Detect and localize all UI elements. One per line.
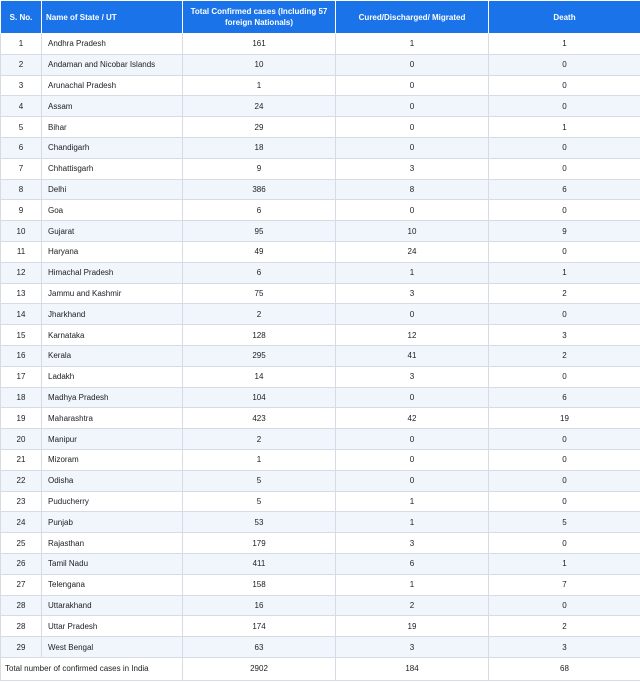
cell-confirmed: 16 bbox=[183, 595, 336, 616]
total-label: Total number of confirmed cases in India bbox=[1, 657, 183, 680]
cell-cured: 42 bbox=[336, 408, 489, 429]
cell-cured: 1 bbox=[336, 491, 489, 512]
cell-cured: 0 bbox=[336, 449, 489, 470]
cell-confirmed: 1 bbox=[183, 449, 336, 470]
cell-cured: 1 bbox=[336, 574, 489, 595]
cell-state-name: Jammu and Kashmir bbox=[42, 283, 183, 304]
cell-death: 6 bbox=[489, 387, 640, 408]
cell-state-name: Bihar bbox=[42, 117, 183, 138]
cell-confirmed: 295 bbox=[183, 345, 336, 366]
cell-state-name: West Bengal bbox=[42, 637, 183, 658]
cell-confirmed: 174 bbox=[183, 616, 336, 637]
table-row bbox=[1, 34, 640, 55]
cell-state-name: Uttar Pradesh bbox=[42, 616, 183, 637]
table-row bbox=[1, 616, 640, 637]
cell-serial-number: 15 bbox=[1, 325, 42, 346]
cell-serial-number: 6 bbox=[1, 137, 42, 158]
cell-death: 0 bbox=[489, 75, 640, 96]
cell-serial-number: 10 bbox=[1, 221, 42, 242]
cell-state-name: Andhra Pradesh bbox=[42, 34, 183, 55]
cell-serial-number: 21 bbox=[1, 449, 42, 470]
cell-cured: 19 bbox=[336, 616, 489, 637]
cell-cured: 3 bbox=[336, 283, 489, 304]
cell-state-name: Karnataka bbox=[42, 325, 183, 346]
table-row bbox=[1, 325, 640, 346]
cell-confirmed: 18 bbox=[183, 137, 336, 158]
cell-death: 7 bbox=[489, 574, 640, 595]
cell-confirmed: 95 bbox=[183, 221, 336, 242]
table-row bbox=[1, 54, 640, 75]
cell-cured: 1 bbox=[336, 262, 489, 283]
cell-death: 0 bbox=[489, 200, 640, 221]
cell-state-name: Odisha bbox=[42, 470, 183, 491]
cell-death: 0 bbox=[489, 449, 640, 470]
cell-serial-number: 22 bbox=[1, 470, 42, 491]
cell-death: 0 bbox=[489, 137, 640, 158]
table-row bbox=[1, 262, 640, 283]
cell-state-name: Gujarat bbox=[42, 221, 183, 242]
cell-cured: 3 bbox=[336, 158, 489, 179]
cell-cured: 24 bbox=[336, 241, 489, 262]
cell-cured: 0 bbox=[336, 54, 489, 75]
table-row bbox=[1, 200, 640, 221]
cell-confirmed: 6 bbox=[183, 200, 336, 221]
cell-cured: 41 bbox=[336, 345, 489, 366]
table-header-row bbox=[1, 1, 640, 34]
cell-cured: 1 bbox=[336, 34, 489, 55]
cell-serial-number: 25 bbox=[1, 533, 42, 554]
cell-state-name: Puducherry bbox=[42, 491, 183, 512]
total-death: 68 bbox=[489, 657, 640, 680]
cell-state-name: Kerala bbox=[42, 345, 183, 366]
total-confirmed: 2902 bbox=[183, 657, 336, 680]
cell-state-name: Tamil Nadu bbox=[42, 553, 183, 574]
cell-serial-number: 28 bbox=[1, 595, 42, 616]
header-death: Death bbox=[489, 1, 640, 34]
table-row bbox=[1, 117, 640, 138]
cell-serial-number: 26 bbox=[1, 553, 42, 574]
table-row bbox=[1, 179, 640, 200]
cell-death: 1 bbox=[489, 262, 640, 283]
cell-serial-number: 27 bbox=[1, 574, 42, 595]
cell-serial-number: 24 bbox=[1, 512, 42, 533]
cell-death: 1 bbox=[489, 34, 640, 55]
cell-confirmed: 5 bbox=[183, 491, 336, 512]
table-row bbox=[1, 574, 640, 595]
table-row bbox=[1, 408, 640, 429]
cell-death: 0 bbox=[489, 304, 640, 325]
header-serial-number: S. No. bbox=[1, 1, 42, 34]
cell-serial-number: 16 bbox=[1, 345, 42, 366]
cell-cured: 10 bbox=[336, 221, 489, 242]
cell-serial-number: 20 bbox=[1, 429, 42, 450]
cell-serial-number: 28 bbox=[1, 616, 42, 637]
cell-death: 2 bbox=[489, 345, 640, 366]
header-confirmed-cases: Total Confirmed cases (Including 57 foreign Nationals) bbox=[183, 1, 336, 34]
cell-cured: 3 bbox=[336, 637, 489, 658]
cell-confirmed: 128 bbox=[183, 325, 336, 346]
cell-state-name: Uttarakhand bbox=[42, 595, 183, 616]
cell-state-name: Mizoram bbox=[42, 449, 183, 470]
cell-confirmed: 29 bbox=[183, 117, 336, 138]
cell-death: 6 bbox=[489, 179, 640, 200]
table-row bbox=[1, 366, 640, 387]
cell-cured: 0 bbox=[336, 200, 489, 221]
cell-death: 9 bbox=[489, 221, 640, 242]
cell-confirmed: 9 bbox=[183, 158, 336, 179]
cell-death: 0 bbox=[489, 491, 640, 512]
table-row bbox=[1, 637, 640, 658]
cell-serial-number: 5 bbox=[1, 117, 42, 138]
cell-serial-number: 3 bbox=[1, 75, 42, 96]
cell-state-name: Chandigarh bbox=[42, 137, 183, 158]
cell-confirmed: 75 bbox=[183, 283, 336, 304]
cell-death: 2 bbox=[489, 283, 640, 304]
cell-state-name: Andaman and Nicobar Islands bbox=[42, 54, 183, 75]
cell-death: 3 bbox=[489, 325, 640, 346]
cell-state-name: Assam bbox=[42, 96, 183, 117]
cell-death: 5 bbox=[489, 512, 640, 533]
cell-confirmed: 10 bbox=[183, 54, 336, 75]
table-row bbox=[1, 158, 640, 179]
header-state-name: Name of State / UT bbox=[42, 1, 183, 34]
cell-death: 0 bbox=[489, 96, 640, 117]
cell-state-name: Goa bbox=[42, 200, 183, 221]
cell-cured: 1 bbox=[336, 512, 489, 533]
cell-death: 0 bbox=[489, 241, 640, 262]
cell-confirmed: 179 bbox=[183, 533, 336, 554]
cell-cured: 3 bbox=[336, 366, 489, 387]
table-row bbox=[1, 595, 640, 616]
table-row bbox=[1, 283, 640, 304]
cell-state-name: Himachal Pradesh bbox=[42, 262, 183, 283]
table-row bbox=[1, 512, 640, 533]
cell-confirmed: 6 bbox=[183, 262, 336, 283]
cell-death: 0 bbox=[489, 429, 640, 450]
table-row bbox=[1, 449, 640, 470]
cell-state-name: Arunachal Pradesh bbox=[42, 75, 183, 96]
cell-cured: 0 bbox=[336, 304, 489, 325]
cell-serial-number: 7 bbox=[1, 158, 42, 179]
cell-death: 0 bbox=[489, 595, 640, 616]
cell-confirmed: 49 bbox=[183, 241, 336, 262]
table-row bbox=[1, 221, 640, 242]
cell-death: 0 bbox=[489, 158, 640, 179]
cell-cured: 0 bbox=[336, 117, 489, 138]
table-row bbox=[1, 491, 640, 512]
cell-state-name: Punjab bbox=[42, 512, 183, 533]
cell-serial-number: 12 bbox=[1, 262, 42, 283]
cell-death: 19 bbox=[489, 408, 640, 429]
cell-confirmed: 411 bbox=[183, 553, 336, 574]
cell-confirmed: 53 bbox=[183, 512, 336, 533]
table-body bbox=[1, 34, 640, 658]
cell-confirmed: 63 bbox=[183, 637, 336, 658]
cell-cured: 12 bbox=[336, 325, 489, 346]
cell-state-name: Ladakh bbox=[42, 366, 183, 387]
cell-death: 3 bbox=[489, 637, 640, 658]
cell-serial-number: 2 bbox=[1, 54, 42, 75]
cell-confirmed: 158 bbox=[183, 574, 336, 595]
table-row bbox=[1, 75, 640, 96]
table-row bbox=[1, 241, 640, 262]
cell-serial-number: 14 bbox=[1, 304, 42, 325]
cell-serial-number: 1 bbox=[1, 34, 42, 55]
cell-state-name: Maharashtra bbox=[42, 408, 183, 429]
cell-confirmed: 386 bbox=[183, 179, 336, 200]
cell-serial-number: 17 bbox=[1, 366, 42, 387]
cell-cured: 0 bbox=[336, 137, 489, 158]
cell-serial-number: 29 bbox=[1, 637, 42, 658]
cell-state-name: Jharkhand bbox=[42, 304, 183, 325]
cell-death: 0 bbox=[489, 54, 640, 75]
cell-death: 0 bbox=[489, 470, 640, 491]
total-cured: 184 bbox=[336, 657, 489, 680]
cell-confirmed: 5 bbox=[183, 470, 336, 491]
table-row bbox=[1, 429, 640, 450]
cell-state-name: Delhi bbox=[42, 179, 183, 200]
cell-serial-number: 13 bbox=[1, 283, 42, 304]
cell-cured: 6 bbox=[336, 553, 489, 574]
cell-death: 1 bbox=[489, 553, 640, 574]
cell-cured: 8 bbox=[336, 179, 489, 200]
table-row bbox=[1, 553, 640, 574]
cell-state-name: Madhya Pradesh bbox=[42, 387, 183, 408]
cell-cured: 2 bbox=[336, 595, 489, 616]
cell-state-name: Chhattisgarh bbox=[42, 158, 183, 179]
cell-serial-number: 11 bbox=[1, 241, 42, 262]
cell-confirmed: 2 bbox=[183, 429, 336, 450]
cell-serial-number: 23 bbox=[1, 491, 42, 512]
cell-state-name: Telengana bbox=[42, 574, 183, 595]
table-row bbox=[1, 345, 640, 366]
cell-cured: 0 bbox=[336, 429, 489, 450]
cell-death: 1 bbox=[489, 117, 640, 138]
cell-death: 2 bbox=[489, 616, 640, 637]
cell-cured: 0 bbox=[336, 75, 489, 96]
header-cured: Cured/Discharged/ Migrated bbox=[336, 1, 489, 34]
cell-serial-number: 8 bbox=[1, 179, 42, 200]
cell-serial-number: 4 bbox=[1, 96, 42, 117]
cell-cured: 0 bbox=[336, 470, 489, 491]
table-row bbox=[1, 96, 640, 117]
cell-state-name: Haryana bbox=[42, 241, 183, 262]
cell-cured: 0 bbox=[336, 96, 489, 117]
cell-cured: 3 bbox=[336, 533, 489, 554]
table-row bbox=[1, 470, 640, 491]
cell-state-name: Rajasthan bbox=[42, 533, 183, 554]
cell-serial-number: 9 bbox=[1, 200, 42, 221]
cell-confirmed: 161 bbox=[183, 34, 336, 55]
table-row bbox=[1, 387, 640, 408]
cell-state-name: Manipur bbox=[42, 429, 183, 450]
table-row bbox=[1, 533, 640, 554]
cell-confirmed: 423 bbox=[183, 408, 336, 429]
cell-confirmed: 104 bbox=[183, 387, 336, 408]
cell-confirmed: 2 bbox=[183, 304, 336, 325]
cell-cured: 0 bbox=[336, 387, 489, 408]
cell-confirmed: 14 bbox=[183, 366, 336, 387]
total-row bbox=[1, 657, 640, 680]
cell-serial-number: 18 bbox=[1, 387, 42, 408]
cell-death: 0 bbox=[489, 533, 640, 554]
cell-confirmed: 24 bbox=[183, 96, 336, 117]
cell-death: 0 bbox=[489, 366, 640, 387]
table-row bbox=[1, 304, 640, 325]
cell-confirmed: 1 bbox=[183, 75, 336, 96]
table-row bbox=[1, 137, 640, 158]
cell-serial-number: 19 bbox=[1, 408, 42, 429]
